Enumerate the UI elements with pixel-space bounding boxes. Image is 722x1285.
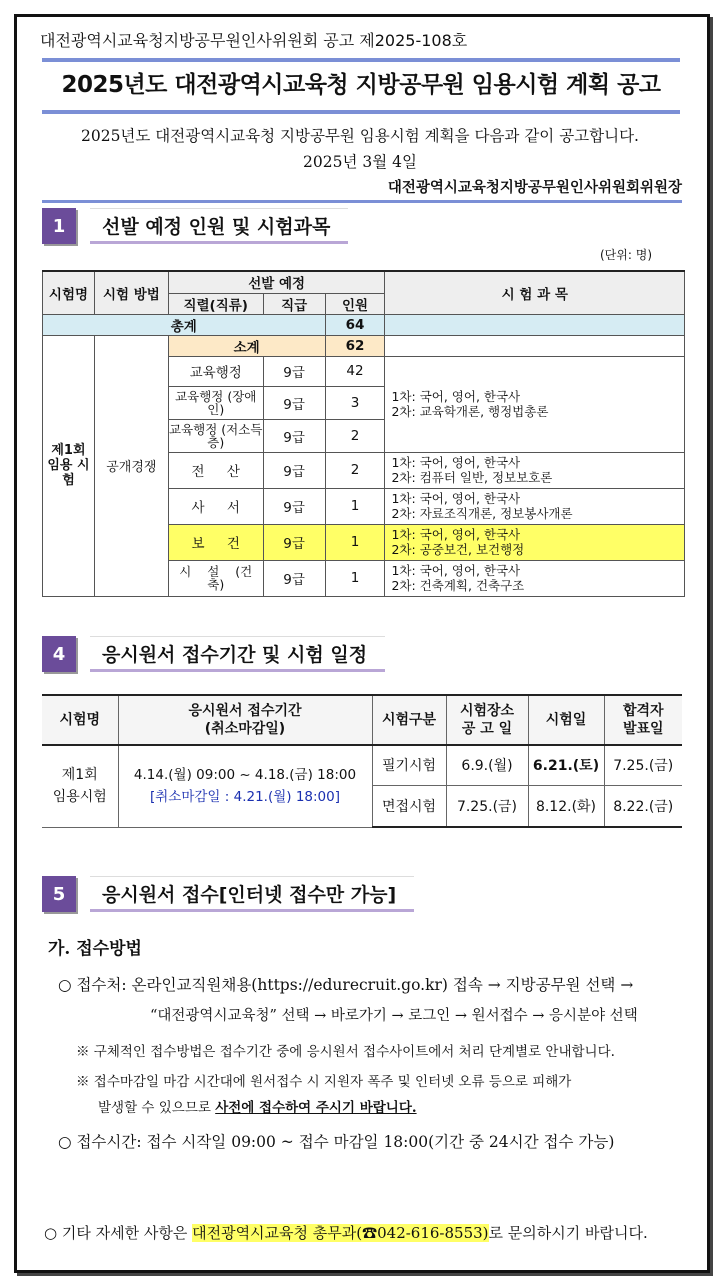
subject-1: 1차: 국어, 영어, 한국사 xyxy=(391,527,521,542)
selection-table xyxy=(42,270,685,597)
row-type: 면접시험 xyxy=(372,785,446,827)
note-2-line1: ※ 접수마감일 마감 시간대에 원서접수 시 지원자 폭주 및 인터넷 오류 등으로 피해가 xyxy=(76,1074,572,1090)
row-position: 시 설 (건 축) xyxy=(168,560,263,596)
subject-2: 2차: 건축계획, 건축구조 xyxy=(391,578,525,593)
place-line-1: ○ 접수처: 온라인교직원채용(https://edurecruit.go.kr) 접속 → 지방공무원 선택 → xyxy=(58,976,634,994)
subtotal-row xyxy=(43,335,685,356)
row-grade: 9급 xyxy=(263,488,325,524)
sub-heading: 가. 접수방법 xyxy=(48,939,142,959)
row-position: 사 서 xyxy=(168,488,263,524)
subject-2: 2차: 교육학개론, 행정법총론 xyxy=(391,404,549,419)
section-5-number: 5 xyxy=(42,876,76,912)
header-exam-name: 시험명 xyxy=(42,695,118,745)
header-type: 시험구분 xyxy=(372,695,446,745)
unit-label: (단위: 명) xyxy=(600,248,652,262)
notice-number: 대전광역시교육청지방공무원인사위원회 공고 제2025-108호 xyxy=(40,31,468,50)
section-4-title: 응시원서 접수기간 및 시험 일정 xyxy=(90,636,385,672)
subject-2: 2차: 공중보건, 보건행정 xyxy=(391,542,525,557)
row-grade: 9급 xyxy=(263,386,325,419)
subject-2: 2차: 자료조직개론, 정보봉사개론 xyxy=(391,506,573,521)
header-period xyxy=(118,695,372,745)
row-position: 교육행정 (장애인) xyxy=(168,386,263,419)
row-position: 교육행정 xyxy=(168,356,263,386)
row-grade: 9급 xyxy=(263,560,325,596)
place-line-2: “대전광역시교육청” 선택 → 바로가기 → 로그인 → 원서접수 → 응시분야 선택 xyxy=(150,1008,638,1024)
note-2-plain: 발생할 수 있으므로 xyxy=(98,1100,216,1116)
subject-1: 1차: 국어, 영어, 한국사 xyxy=(391,491,521,506)
subtotal-empty xyxy=(385,335,685,356)
row-count: 2 xyxy=(325,452,385,488)
row-subjects xyxy=(385,488,685,524)
header-count: 인원 xyxy=(325,293,385,314)
table-row xyxy=(42,745,682,785)
row-count: 3 xyxy=(325,386,385,419)
row-result: 8.22.(금) xyxy=(604,785,682,827)
header-venue-sub: 공 고 일 xyxy=(461,721,513,737)
divider xyxy=(42,200,682,203)
row-type: 필기시험 xyxy=(372,745,446,785)
header-period-sub: (취소마감일) xyxy=(204,721,286,737)
subject-1: 1차: 국어, 영어, 한국사 xyxy=(391,563,521,578)
subtotal-value: 62 xyxy=(325,335,385,356)
row-venue: 7.25.(금) xyxy=(446,785,528,827)
row-subjects xyxy=(385,356,685,452)
schedule-period xyxy=(118,745,372,827)
total-label: 총계 xyxy=(43,314,326,335)
header-result-main: 합격자 xyxy=(622,703,664,719)
exam-name-line1: 제1회 xyxy=(61,767,98,784)
total-empty xyxy=(385,314,685,335)
footer-suffix: 로 문의하시기 바랍니다. xyxy=(488,1224,648,1242)
row-venue: 6.9.(월) xyxy=(446,745,528,785)
total-row xyxy=(43,314,685,335)
row-count: 42 xyxy=(325,356,385,386)
row-count: 1 xyxy=(325,524,385,560)
footer-contact xyxy=(44,1222,690,1243)
section-5-title: 응시원서 접수[인터넷 접수만 가능] xyxy=(90,876,414,912)
note-2-line2 xyxy=(98,1096,688,1116)
section-1-header xyxy=(42,208,348,244)
section-4-number: 4 xyxy=(42,636,76,672)
page-title: 2025년도 대전광역시교육청 지방공무원 임용시험 계획 공고 xyxy=(61,72,661,98)
total-value: 64 xyxy=(325,314,385,335)
header-exam-name: 시험명 xyxy=(43,271,95,314)
row-grade: 9급 xyxy=(263,452,325,488)
method-cell: 공개경쟁 xyxy=(94,335,168,596)
row-count: 1 xyxy=(325,488,385,524)
header-result-sub: 발표일 xyxy=(622,721,664,737)
row-subjects xyxy=(385,560,685,596)
note-2-emphasis: 사전에 접수하여 주시기 바랍니다. xyxy=(215,1100,417,1116)
subject-2: 2차: 컴퓨터 일반, 정보보호론 xyxy=(391,470,553,485)
footer-highlight: 대전광역시교육청 총무과(☎042-616-8553) xyxy=(192,1224,489,1242)
header-exam-date: 시험일 xyxy=(528,695,604,745)
header-period-main: 응시원서 접수기간 xyxy=(188,703,302,719)
footer-prefix: ○ 기타 자세한 사항은 xyxy=(44,1224,193,1242)
subtotal-label: 소계 xyxy=(168,335,325,356)
period-value: 4.14.(월) 09:00 ~ 4.18.(금) 18:00 xyxy=(133,767,357,784)
schedule-exam-name xyxy=(42,745,118,827)
subject-1: 1차: 국어, 영어, 한국사 xyxy=(391,389,521,404)
header-subjects: 시 험 과 목 xyxy=(385,271,685,314)
note-1: ※ 구체적인 접수방법은 접수기간 중에 응시원서 접수사이트에서 처리 단계별로 안내합니다. xyxy=(76,1044,615,1060)
row-grade: 9급 xyxy=(263,524,325,560)
row-grade: 9급 xyxy=(263,356,325,386)
row-result: 7.25.(금) xyxy=(604,745,682,785)
intro-text: 2025년도 대전광역시교육청 지방공무원 임용시험 계획을 다음과 같이 공고합니다. xyxy=(80,127,639,145)
row-subjects xyxy=(385,524,685,560)
exam-name-cell: 제1회 임용 시험 xyxy=(43,335,95,596)
section-1-number: 1 xyxy=(42,208,76,244)
subject-1: 1차: 국어, 영어, 한국사 xyxy=(391,455,521,470)
time-line: ○ 접수시간: 접수 시작일 09:00 ~ 접수 마감일 18:00(기간 중 24시간 접수 가능) xyxy=(58,1133,615,1151)
notice-date: 2025년 3월 4일 xyxy=(303,153,417,171)
section-1-title: 선발 예정 인원 및 시험과목 xyxy=(90,208,348,244)
header-result xyxy=(604,695,682,745)
exam-name-line2: 임용시험 xyxy=(52,789,107,806)
row-exam-date: 6.21.(토) xyxy=(528,745,604,785)
header-exam-method: 시험 방법 xyxy=(94,271,168,314)
header-position: 직렬(직류) xyxy=(168,293,263,314)
schedule-table xyxy=(42,694,682,828)
header-plan: 선발 예정 xyxy=(168,271,385,293)
row-position: 보 건 xyxy=(168,524,263,560)
row-position: 전 산 xyxy=(168,452,263,488)
row-grade: 9급 xyxy=(263,419,325,452)
section-4-header xyxy=(42,636,385,672)
row-subjects xyxy=(385,452,685,488)
section-5-header xyxy=(42,876,414,912)
header-grade: 직급 xyxy=(263,293,325,314)
header-venue xyxy=(446,695,528,745)
cancel-deadline: [취소마감일 : 4.21.(월) 18:00] xyxy=(150,789,340,806)
row-count: 2 xyxy=(325,419,385,452)
row-exam-date: 8.12.(화) xyxy=(528,785,604,827)
signer: 대전광역시교육청지방공무원인사위원회위원장 xyxy=(387,179,682,196)
row-position: 교육행정 (저소득층) xyxy=(168,419,263,452)
header-venue-main: 시험장소 xyxy=(459,703,515,719)
row-count: 1 xyxy=(325,560,385,596)
